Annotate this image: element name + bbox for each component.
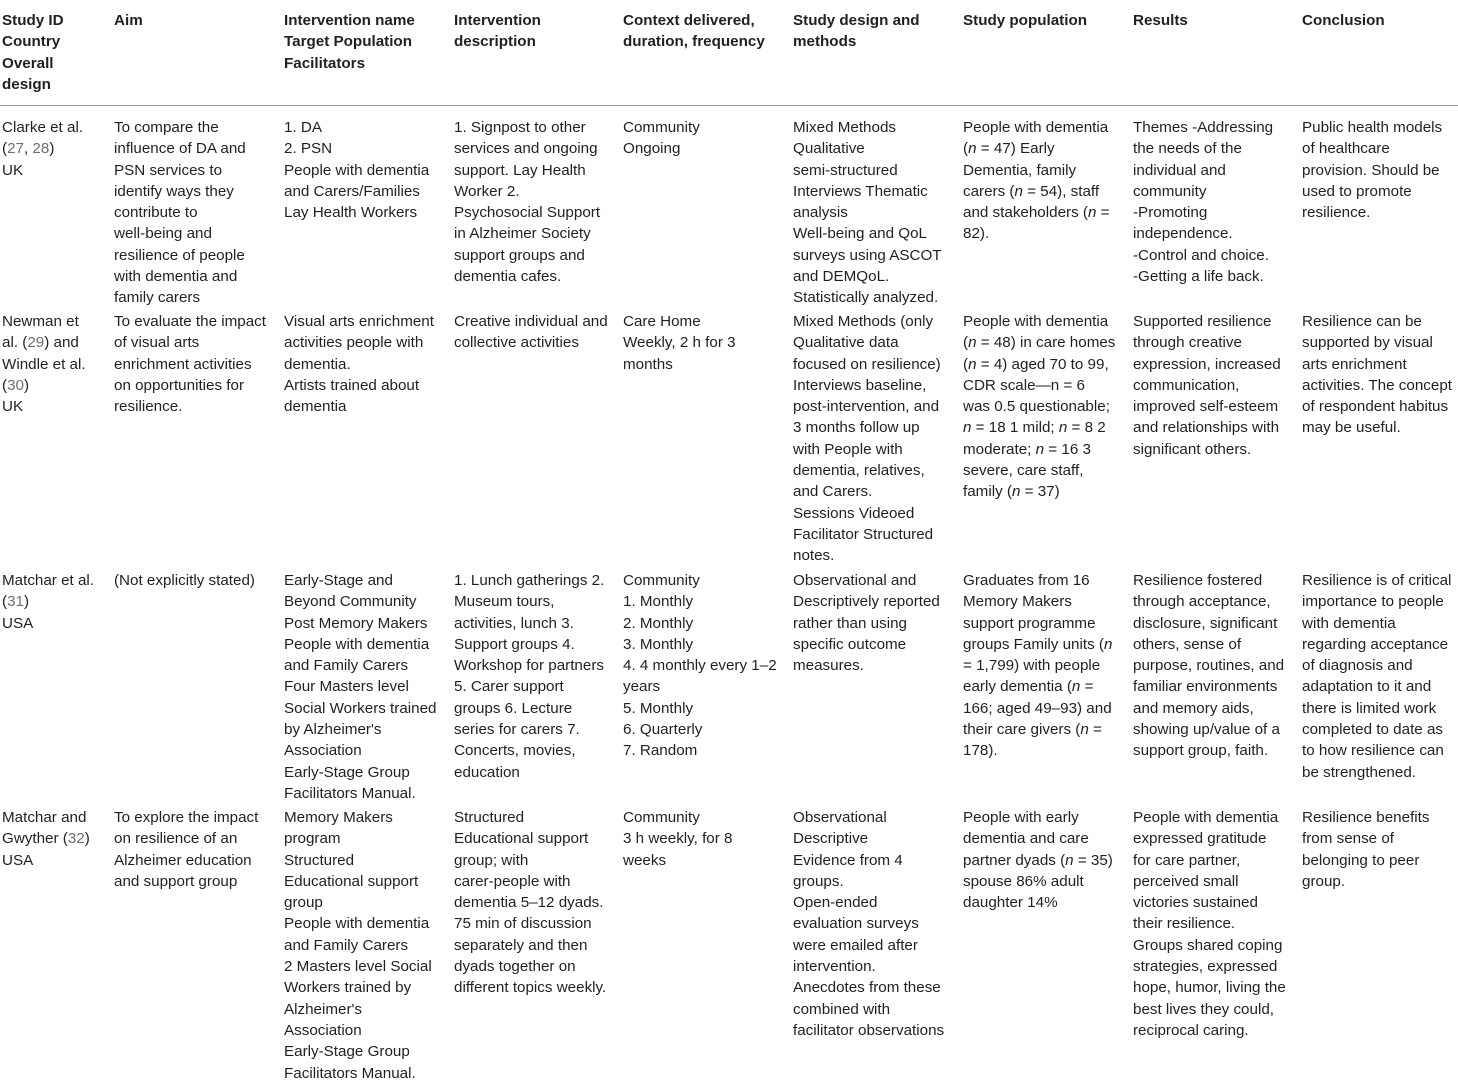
conclusion-cell: Resilience benefits from sense of belonging to peer group. bbox=[1302, 809, 1430, 890]
reference-link[interactable]: 27 bbox=[7, 140, 24, 158]
reference-link[interactable]: 29 bbox=[27, 334, 45, 352]
aim-cell: To compare the influence of DA and PSN services to identify ways they contribute to well-being and resilience of people with dementia and family carers bbox=[114, 119, 246, 307]
header-aim: Aim bbox=[114, 12, 143, 29]
population-cell: People with early dementia and care partner dyads (n = 35) spouse 86% adult daughter 14% bbox=[963, 809, 1113, 912]
study-id-cell: Matchar et al. (31) USA bbox=[2, 572, 95, 632]
population-cell: People with dementia (n = 48) in care homes (n = 4) aged 70 to 99, CDR scale—n = 6 was 0.5 questionable; n = 18 1 mild; n = 8 2 moderate; n = 16 3 severe, care staff, family (n = 37) bbox=[963, 313, 1116, 501]
study-id-line: Newman et bbox=[2, 313, 79, 330]
reference-link[interactable]: 32 bbox=[67, 830, 85, 848]
intervention-name-cell: Memory Makers program Structured Educational support group People with dementia and Family Carers 2 Masters level Social Workers trained by Alzheimer's Association Early-Stage Group Facilitators Manual. bbox=[284, 809, 432, 1082]
study-id-line: Clarke et al. bbox=[2, 119, 84, 136]
intervention-description-cell: Structured Educational support group; with carer-people with dementia 5–12 dyads. 75 min of discussion separately and then dyads together on different topics weekly. bbox=[454, 809, 607, 997]
context-cell: Community Ongoing bbox=[623, 119, 700, 158]
design-cell: Observational and Descriptively reported rather than using specific outcome measures. bbox=[793, 572, 940, 675]
header-study-id: Study ID Country Overall design bbox=[2, 12, 64, 93]
context-cell: Care Home Weekly, 2 h for 3 months bbox=[623, 313, 736, 373]
intervention-name-cell: 1. DA 2. PSN People with dementia and Carers/Families Lay Health Workers bbox=[284, 119, 430, 222]
aim-cell: To explore the impact on resilience of an Alzheimer education and support group bbox=[114, 809, 259, 890]
header-intervention-name: Intervention name Target Population Facilitators bbox=[284, 12, 415, 72]
results-cell: Resilience fostered through acceptance, disclosure, significant others, sense of purpose, routines, and familiar environments and memory aids, showing up/value of a support group, faith. bbox=[1133, 572, 1285, 760]
reference-link[interactable]: 28 bbox=[32, 140, 50, 158]
conclusion-cell: Public health models of healthcare provision. Should be used to promote resilience. bbox=[1302, 119, 1443, 222]
design-cell: Mixed Methods (only Qualitative data focused on resilience) Interviews baseline, post-intervention, and 3 months follow up with People with dementia, relatives, and Carers. Sessions Videoed Facilitator Structured notes. bbox=[793, 313, 941, 565]
intervention-name-cell: Early-Stage and Beyond Community Post Memory Makers People with dementia and Family Carers Four Masters level Social Workers trained by Alzheimer's Association Early-Stage Group Facilitators Manual. bbox=[284, 572, 437, 802]
design-cell: Observational Descriptive Evidence from 4 groups. Open-ended evaluation surveys were emailed after intervention. Anecdotes from these combined with facilitator observations bbox=[793, 809, 945, 1039]
intervention-description-cell: 1. Lunch gatherings 2. Museum tours, activities, lunch 3. Support groups 4. Workshop for partners 5. Carer support groups 6. Lecture series for carers 7. Concerts, movies, education bbox=[454, 572, 605, 781]
population-cell: Graduates from 16 Memory Makers support programme groups Family units (n = 1,799) with people early dementia (n = 166; aged 49–93) and their care givers (n = 178). bbox=[963, 572, 1113, 760]
study-id-line: Windle et al. bbox=[2, 355, 86, 373]
header-intervention-description: Intervention description bbox=[454, 12, 541, 51]
header-study-design: Study design and methods bbox=[793, 12, 920, 51]
results-cell: Supported resilience through creative expression, increased communication, improved self-esteem and relationships with significant others. bbox=[1133, 313, 1281, 458]
context-cell: Community 1. Monthly 2. Monthly 3. Monthly 4. 4 monthly every 1–2 years 5. Monthly 6. Quarterly 7. Random bbox=[623, 572, 777, 760]
aim-cell: (Not explicitly stated) bbox=[114, 572, 255, 589]
header-results: Results bbox=[1133, 12, 1188, 29]
study-id-line: Matchar et al. bbox=[2, 572, 95, 589]
aim-cell: To evaluate the impact of visual arts enrichment activities on opportunities for resilience. bbox=[114, 313, 266, 416]
country: USA bbox=[2, 614, 34, 632]
study-id-cell: Clarke et al. (27, 28) UK bbox=[2, 119, 84, 179]
header-study-population: Study population bbox=[963, 12, 1088, 29]
header-divider bbox=[0, 105, 1458, 106]
header-context: Context delivered, duration, frequency bbox=[623, 12, 765, 51]
design-cell: Mixed Methods Qualitative semi-structured Interviews Thematic analysis Well-being and QoL surveys using ASCOT and DEMQoL. Statistically analyzed. bbox=[793, 119, 942, 307]
conclusion-cell: Resilience can be supported by visual arts enrichment activities. The concept of respondent habitus may be useful. bbox=[1302, 313, 1452, 437]
context-cell: Community 3 h weekly, for 8 weeks bbox=[623, 809, 733, 869]
study-id-cell: Matchar and Gwyther (32) USA bbox=[2, 809, 90, 869]
results-cell: People with dementia expressed gratitude for care partner, perceived small victories sustained their resilience. Groups shared coping strategies, expressed hope, humor, living the best lives they could, reciprocal caring. bbox=[1133, 809, 1286, 1039]
intervention-description-cell: 1. Signpost to other services and ongoing support. Lay Health Worker 2. Psychosocial Support in Alzheimer Society support groups and dementia cafes. bbox=[454, 119, 601, 286]
study-id-cell: Newman et al. (29) and Windle et al. (30) UK bbox=[2, 313, 86, 416]
results-cell: Themes -Addressing the needs of the individual and community -Promoting independence. -Control and choice. -Getting a life back. bbox=[1133, 119, 1274, 286]
intervention-description-cell: Creative individual and collective activities bbox=[454, 313, 608, 352]
country: USA bbox=[2, 851, 34, 869]
country: UK bbox=[2, 398, 24, 416]
intervention-name-cell: Visual arts enrichment activities people with dementia. Artists trained about dementia bbox=[284, 313, 434, 416]
population-cell: People with dementia (n = 47) Early Dementia, family carers (n = 54), staff and stakeholders (n = 82). bbox=[963, 119, 1110, 243]
reference-link[interactable]: 30 bbox=[7, 376, 24, 394]
country: UK bbox=[2, 161, 24, 179]
reference-link[interactable]: 31 bbox=[7, 593, 24, 611]
header-conclusion: Conclusion bbox=[1302, 12, 1385, 29]
conclusion-cell: Resilience is of critical importance to people with dementia regarding acceptance of diagnosis and adaptation to it and there is limited work completed to date as to how resilience can be strengthened. bbox=[1302, 572, 1452, 781]
study-id-line: Matchar and bbox=[2, 809, 87, 826]
